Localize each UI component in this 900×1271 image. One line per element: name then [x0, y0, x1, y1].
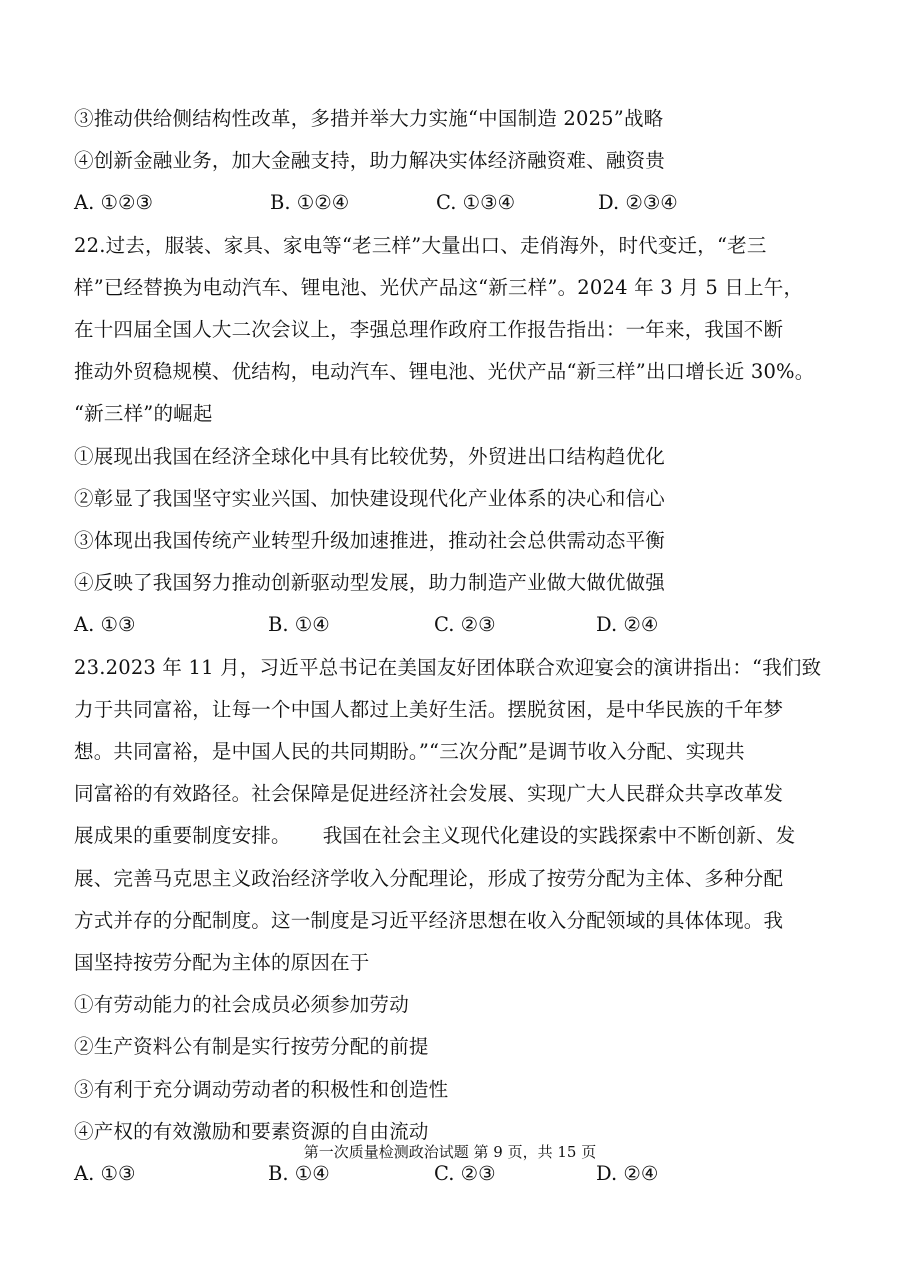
q22-stem-line-2: 样”已经替换为电动汽车、锂电池、光伏产品这“新三样”。2024 年 3 月 5 日上午，	[74, 275, 804, 299]
q23-item-2: ②生产资料公有制是实行按劳分配的前提	[74, 1035, 429, 1059]
q21-option-4: ④创新金融业务，加大金融支持，助力解决实体经济融资难、融资贵	[74, 149, 666, 173]
q23-stem-line-5	[74, 815, 834, 857]
q23-choice-c: C. ②③	[434, 1162, 496, 1186]
q21-choice-b: B. ①②④	[270, 191, 350, 215]
q23-choice-d: D. ②④	[596, 1162, 659, 1186]
q22-item-1: ①展现出我国在经济全球化中具有比较优势，外贸进出口结构趋优化	[74, 444, 666, 468]
q22-stem-line-3: 在十四届全国人大二次会议上，李强总理作政府工作报告指出：一年来，我国不断	[74, 318, 784, 342]
page-footer: 第一次质量检测政治试题 第 9 页，共 15 页	[303, 1143, 597, 1161]
q21-choice-a: A. ①②③	[74, 191, 153, 215]
q23-stem-line-5b: 我国在社会主义现代化建设的实践探索中不断创新、发	[322, 824, 796, 848]
q22-stem-line-1: 22.过去，服装、家具、家电等“老三样”大量出口、走俏海外，时代变迁，“老三	[74, 233, 767, 257]
q23-stem-line-8: 国坚持按劳分配为主体的原因在于	[74, 951, 370, 975]
q23-item-3: ③有利于充分调动劳动者的积极性和创造性	[74, 1077, 449, 1101]
exam-page	[74, 98, 834, 1195]
q22-choice-a: A. ①③	[74, 613, 136, 637]
q23-stem-line-3: 想。共同富裕，是中国人民的共同期盼。”“三次分配”是调节收入分配、实现共	[74, 740, 745, 764]
q23-stem-line-2: 力于共同富裕，让每一个中国人都过上美好生活。摆脱贫困，是中华民族的千年梦	[74, 697, 784, 721]
q22-item-4: ④反映了我国努力推动创新驱动型发展，助力制造产业做大做优做强	[74, 571, 666, 595]
q22-choice-c: C. ②③	[434, 613, 496, 637]
q21-option-3: ③推动供给侧结构性改革，多措并举大力实施“中国制造 2025”战略	[74, 107, 664, 130]
q22-choice-d: D. ②④	[596, 613, 659, 637]
q23-choice-b: B. ①④	[268, 1162, 330, 1186]
q23-stem-line-6: 展、完善马克思主义政治经济学收入分配理论，形成了按劳分配为主体、多种分配	[74, 866, 784, 890]
q23-stem-line-4: 同富裕的有效路径。社会保障是促进经济社会发展、实现广大人民群众共享改革发	[74, 782, 784, 806]
q23-item-1: ①有劳动能力的社会成员必须参加劳动	[74, 993, 409, 1017]
q21-choice-c: C. ①③④	[436, 191, 516, 215]
q23-stem-line-1: 23.2023 年 11 月，习近平总书记在美国友好团体联合欢迎宴会的演讲指出：“我们致	[74, 655, 822, 679]
q22-choice-b: B. ①④	[268, 613, 330, 637]
q22-item-2: ②彰显了我国坚守实业兴国、加快建设现代化产业体系的决心和信心	[74, 486, 666, 510]
q22-choices	[74, 604, 834, 646]
q22-stem-line-4: 推动外贸稳规模、优结构，电动汽车、锂电池、光伏产品“新三样”出口增长近 30%。	[74, 360, 815, 384]
q23-item-4: ④产权的有效激励和要素资源的自由流动	[74, 1119, 429, 1143]
q23-stem-line-7: 方式并存的分配制度。这一制度是习近平经济思想在收入分配领域的具体体现。我	[74, 908, 784, 932]
q23-stem-line-5a: 展成果的重要制度安排。	[74, 824, 291, 848]
q23-choice-a: A. ①③	[74, 1162, 136, 1186]
q22-stem-line-5: “新三样”的崛起	[74, 402, 213, 426]
q21-choices	[74, 182, 834, 224]
q22-item-3: ③体现出我国传统产业转型升级加速推进，推动社会总供需动态平衡	[74, 529, 666, 553]
q21-choice-d: D. ②③④	[598, 191, 678, 215]
